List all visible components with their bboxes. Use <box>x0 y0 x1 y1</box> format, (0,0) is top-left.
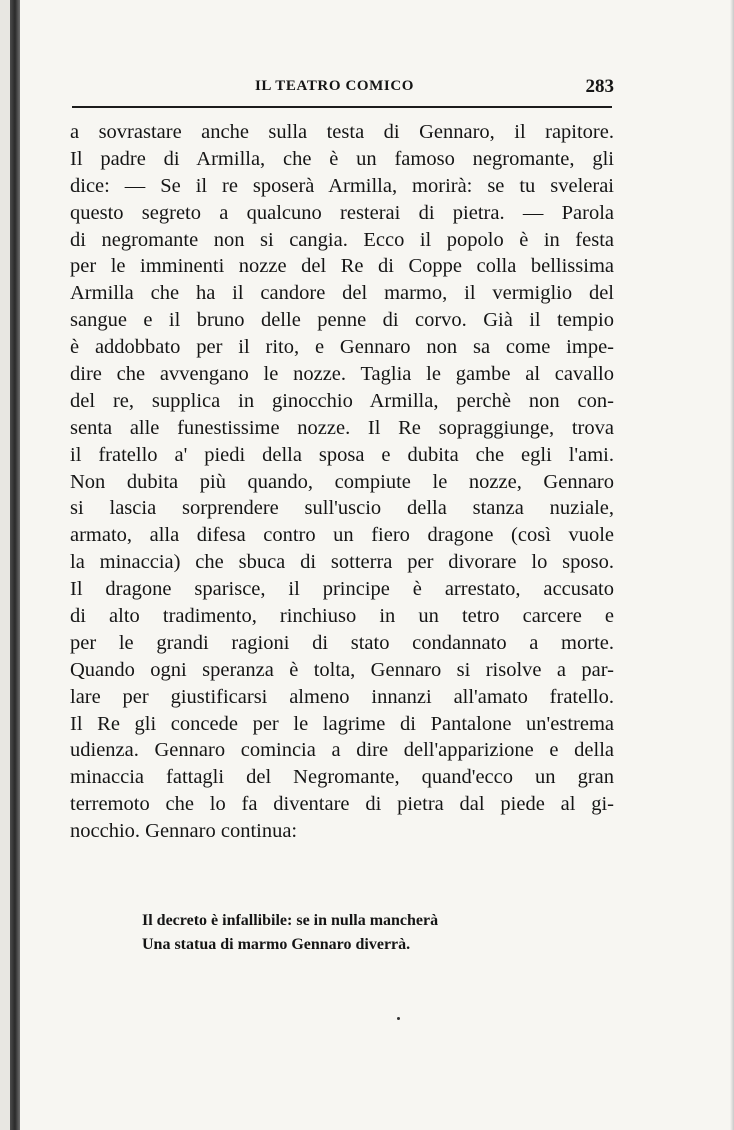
text-line: per le grandi ragioni di stato condannato a morte. <box>70 631 614 654</box>
text-line: senta alle funestissime nozze. Il Re sopraggiunge, trova <box>70 416 614 439</box>
text-line: di alto tradimento, rinchiuso in un tetro carcere e <box>70 605 614 628</box>
text-line: a sovrastare anche sulla testa di Gennaro, il rapitore. <box>70 121 614 143</box>
text-line: il fratello a' piedi della sposa e dubita che egli l'ami. <box>70 443 614 466</box>
verse-line: Il decreto è infallibile: se in nulla mancherà <box>142 912 439 929</box>
text-line: minaccia fattagli del Negromante, quand'ecco un gran <box>70 766 614 789</box>
text-line: sangue e il bruno delle penne di corvo. Già il tempio <box>70 309 614 332</box>
page-margin-left <box>0 0 10 1130</box>
page-number: 283 <box>585 76 614 97</box>
body-paragraph <box>70 119 614 845</box>
binding-shadow <box>10 0 20 1130</box>
text-line: Il dragone sparisce, il principe è arrestato, accusato <box>70 578 614 601</box>
text-line: udienza. Gennaro comincia a dire dell'apparizione e della <box>70 739 614 762</box>
text-line: nocchio. Gennaro continua: <box>70 820 298 843</box>
text-line: Il padre di Armilla, che è un famoso negromante, gli <box>70 147 614 170</box>
text-line: la minaccia) che sbuca di sotterra per divorare lo sposo. <box>70 551 614 574</box>
verse-quote <box>142 909 438 957</box>
text-line: questo segreto a qualcuno resterai di pietra. — Parola <box>70 201 614 224</box>
ink-speck <box>397 1017 400 1020</box>
text-line: lare per giustificarsi almeno innanzi all'amato fratello. <box>70 685 614 708</box>
text-line: Armilla che ha il candore del marmo, il vermiglio del <box>70 282 614 305</box>
text-line: si lascia sorprendere sull'uscio della stanza nuziale, <box>70 497 614 520</box>
text-line: è addobbato per il rito, e Gennaro non sa come impe- <box>70 336 614 359</box>
text-line: armato, alla difesa contro un fiero dragone (così vuole <box>70 524 614 547</box>
text-line: terremoto che lo fa diventare di pietra dal piede al gi- <box>70 793 614 816</box>
text-line: di negromante non si cangia. Ecco il popolo è in festa <box>70 228 614 251</box>
page-header <box>72 76 612 100</box>
running-title: IL TEATRO COMICO <box>255 78 415 94</box>
verse-line: Una statua di marmo Gennaro diverrà. <box>142 936 411 953</box>
text-line: del re, supplica in ginocchio Armilla, perchè non con- <box>70 389 614 412</box>
header-rule <box>72 106 612 108</box>
text-line: per le imminenti nozze del Re di Coppe colla bellissima <box>70 255 614 278</box>
text-line: Quando ogni speranza è tolta, Gennaro si risolve a par- <box>70 658 614 681</box>
text-line: Il Re gli concede per le lagrime di Pantalone un'estrema <box>70 712 614 735</box>
text-line: dice: — Se il re sposerà Armilla, morirà: se tu svelerai <box>70 174 614 197</box>
page-edge-right <box>730 0 734 1130</box>
text-line: Non dubita più quando, compiute le nozze, Gennaro <box>70 470 614 493</box>
text-line: dire che avvengano le nozze. Taglia le gambe al cavallo <box>70 363 614 386</box>
